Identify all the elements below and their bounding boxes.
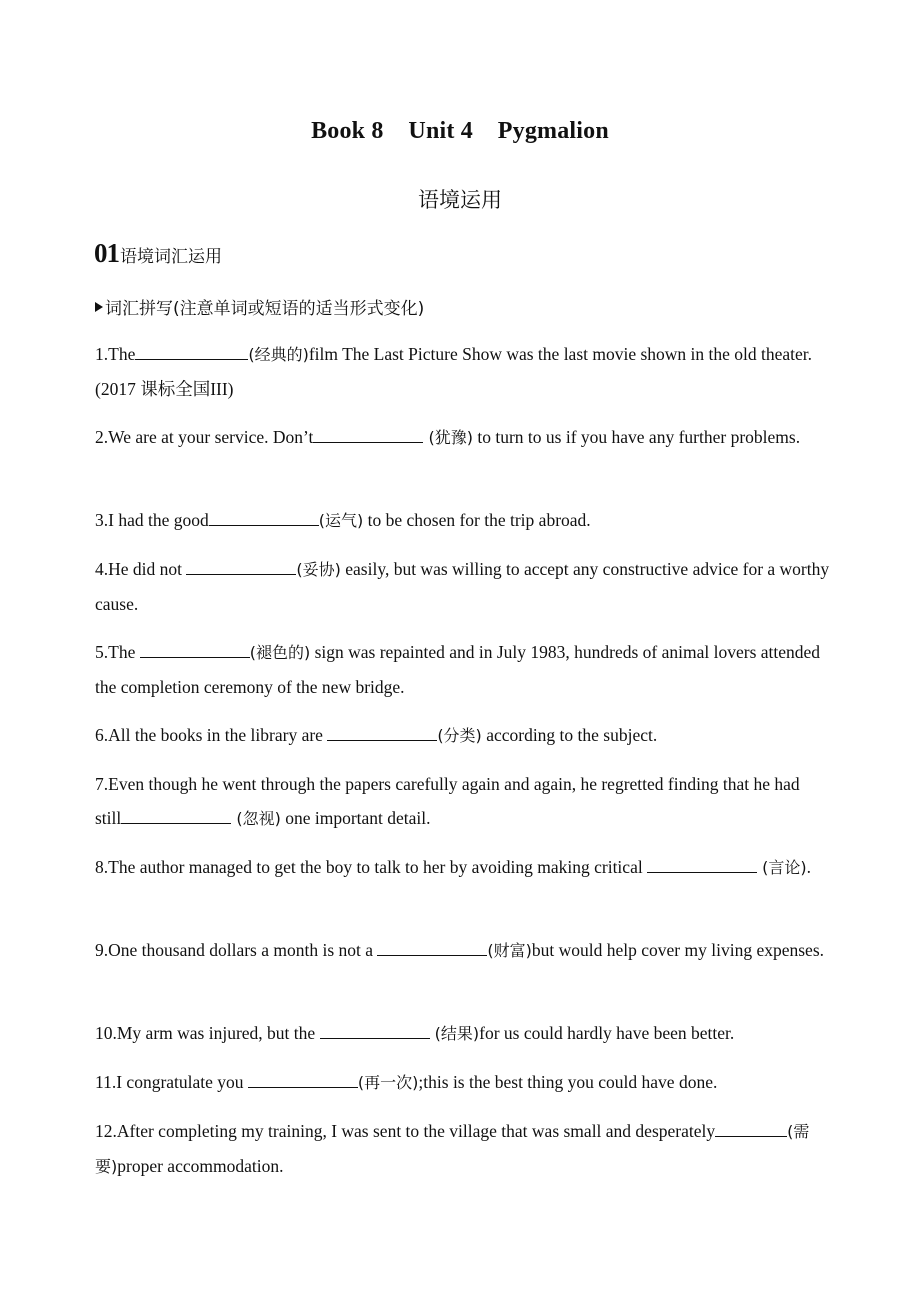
- question-text: one important detail.: [280, 808, 431, 828]
- question-text: according to the subject.: [481, 725, 658, 745]
- question-12: [95, 1114, 830, 1184]
- question-3: [95, 503, 830, 538]
- question-text: .: [806, 857, 812, 877]
- instruction: [95, 294, 424, 319]
- question-7: [95, 767, 830, 836]
- answer-blank[interactable]: [135, 345, 248, 360]
- question-text: film The Last Picture Show was the last movie shown in the old theater.(2017 课标全国III): [95, 344, 813, 399]
- question-hint: (褪色的): [249, 643, 311, 662]
- question-text: 3.I had the good: [95, 510, 209, 530]
- question-text: sign was repainted and in July 1983, hundreds of animal lovers attended the completion ceremony of the new bridge.: [95, 642, 821, 697]
- question-text: 8.The author managed to get the boy to talk to her by avoiding making critical: [95, 857, 648, 877]
- question-text: for us could hardly have been better.: [479, 1023, 735, 1043]
- question-4: [95, 552, 830, 621]
- section-number: 01: [94, 238, 119, 268]
- section-label: 语境词汇运用: [120, 247, 222, 267]
- question-text: 10.My arm was injured, but the: [95, 1023, 320, 1043]
- section-heading: [94, 238, 222, 269]
- question-9: [95, 933, 830, 968]
- question-hint: (再一次): [357, 1073, 419, 1092]
- answer-blank[interactable]: [313, 428, 423, 443]
- question-text: 12.After completing my training, I was sent to the village that was small and desperately: [95, 1121, 716, 1141]
- question-5: [95, 635, 830, 704]
- question-6: [95, 718, 830, 753]
- question-hint: (运气): [318, 511, 364, 530]
- answer-blank[interactable]: [647, 858, 757, 873]
- question-text: 5.The: [95, 642, 140, 662]
- question-text: to turn to us if you have any further problems.: [472, 427, 801, 447]
- page-subtitle: 语境运用: [418, 188, 502, 212]
- question-text: 1.The: [95, 344, 136, 364]
- question-text: 9.One thousand dollars a month is not a: [95, 940, 378, 960]
- question-hint: (结果): [429, 1024, 480, 1043]
- question-hint: (需要): [95, 1122, 810, 1176]
- instruction-text: 词汇拼写(注意单词或短语的适当形式变化): [105, 299, 425, 319]
- answer-blank[interactable]: [121, 809, 231, 824]
- question-text: 7.Even though he went through the papers carefully again and again, he regretted finding that he had still: [95, 774, 800, 828]
- question-text: easily, but was willing to accept any constructive advice for a worthy cause.: [95, 559, 830, 614]
- answer-blank[interactable]: [248, 1073, 358, 1088]
- question-8: [95, 850, 830, 885]
- question-text: to be chosen for the trip abroad.: [363, 510, 591, 530]
- question-hint: (言论): [757, 858, 807, 877]
- answer-blank[interactable]: [140, 643, 250, 658]
- answer-blank[interactable]: [377, 941, 487, 956]
- answer-blank[interactable]: [186, 560, 296, 575]
- question-text: 6.All the books in the library are: [95, 725, 328, 745]
- answer-blank[interactable]: [320, 1024, 430, 1039]
- question-text: proper accommodation.: [117, 1156, 284, 1176]
- question-hint: (财富): [487, 941, 532, 960]
- question-hint: (犹豫): [423, 428, 473, 447]
- question-hint: (经典的): [248, 345, 309, 364]
- question-11: [95, 1065, 830, 1100]
- question-text: 11.I congratulate you: [95, 1072, 248, 1092]
- answer-blank[interactable]: [327, 726, 437, 741]
- question-hint: (分类): [437, 726, 482, 745]
- answer-blank[interactable]: [209, 511, 319, 526]
- question-hint: (妥协): [296, 560, 341, 579]
- question-text: ;this is the best thing you could have done.: [418, 1072, 718, 1092]
- triangle-bullet-icon: [95, 302, 103, 312]
- question-10: [95, 1016, 830, 1051]
- question-2: [95, 420, 830, 455]
- answer-blank[interactable]: [715, 1122, 787, 1137]
- question-1: [95, 337, 830, 406]
- question-text: 4.He did not: [95, 559, 187, 579]
- question-hint: (忽视): [231, 809, 281, 828]
- page-title: Book 8 Unit 4 Pygmalion: [311, 118, 609, 144]
- question-text: 2.We are at your service. Don’t: [95, 427, 314, 447]
- question-text: but would help cover my living expenses.: [531, 940, 825, 960]
